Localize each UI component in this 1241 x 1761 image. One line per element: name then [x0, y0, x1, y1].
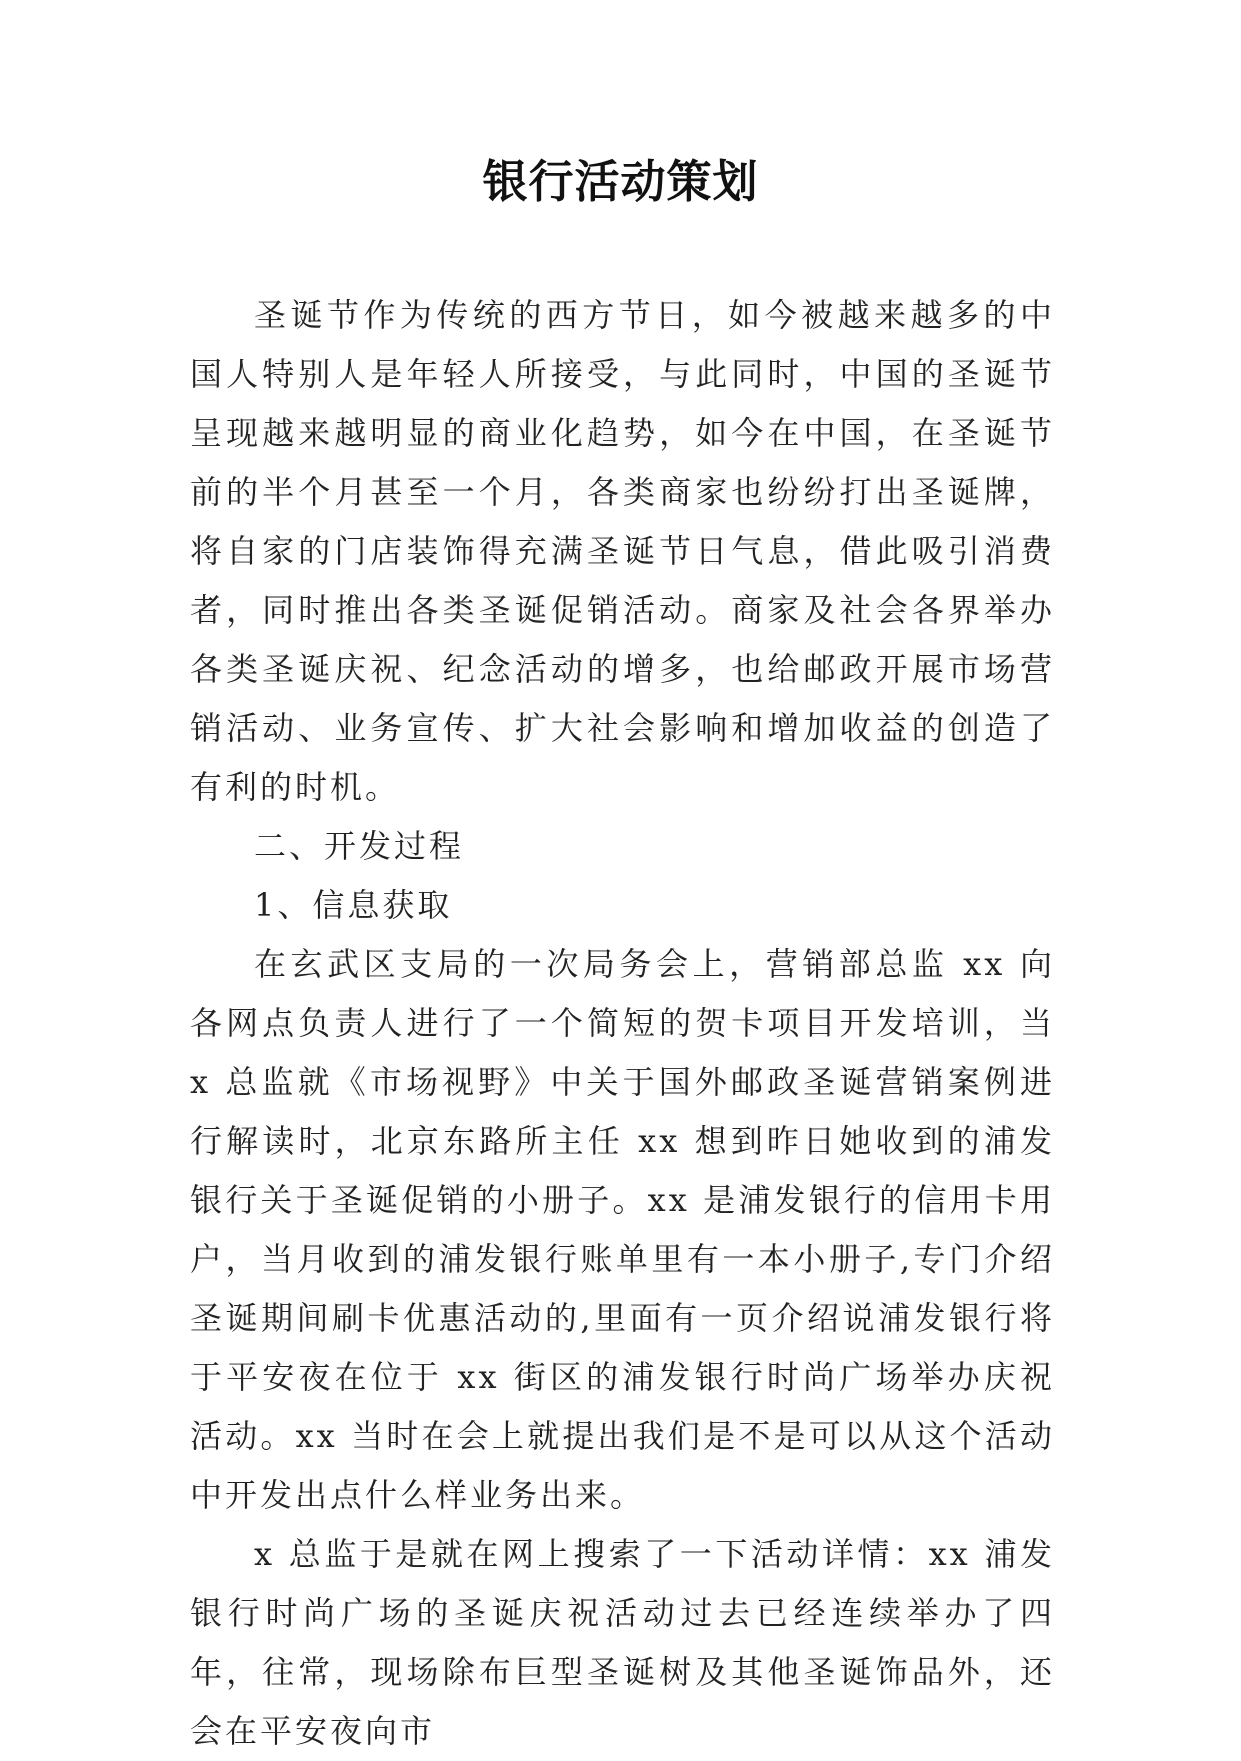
paragraph-meeting: 在玄武区支局的一次局务会上，营销部总监 xx 向各网点负责人进行了一个简短的贺卡项目开发培训，当 x 总监就《市场视野》中关于国外邮政圣诞营销案例进行解读时，北京东路所主任 xx 想到昨日她收到的浦发银行关于圣诞促销的小册子。xx 是浦发银行的信用卡用户，当月收到的浦发银行账单里有一本小册子,专门介绍圣诞期间刷卡优惠活动的,里面有一页介绍说浦发银行将于平安夜在位于 xx 街区的浦发银行时尚广场举办庆祝活动。xx 当时在会上就提出我们是不是可以从这个活动中开发出点什么样业务出来。: [190, 945, 1055, 1514]
subsection-heading-information-gathering: 1、信息获取: [254, 886, 453, 924]
section-heading-development-process: 二、开发过程: [254, 827, 465, 865]
document-title: 银行活动策划: [482, 155, 759, 208]
paragraph-intro: 圣诞节作为传统的西方节日，如今被越来越多的中国人特别人是年轻人所接受，与此同时，中国的圣诞节呈现越来越明显的商业化趋势，如今在中国，在圣诞节前的半个月甚至一个月，各类商家也纷纷打出圣诞牌，将自家的门店装饰得充满圣诞节日气息，借此吸引消费者，同时推出各类圣诞促销活动。商家及社会各界举办各类圣诞庆祝、纪念活动的增多，也给邮政开展市场营销活动、业务宣传、扩大社会影响和增加收益的创造了有利的时机。: [190, 296, 1055, 806]
paragraph-search: x 总监于是就在网上搜索了一下活动详情：xx 浦发银行时尚广场的圣诞庆祝活动过去已经连续举办了四年，往常，现场除布巨型圣诞树及其他圣诞饰品外，还会在平安夜向市: [190, 1535, 1055, 1750]
document-body: [190, 286, 1055, 1761]
